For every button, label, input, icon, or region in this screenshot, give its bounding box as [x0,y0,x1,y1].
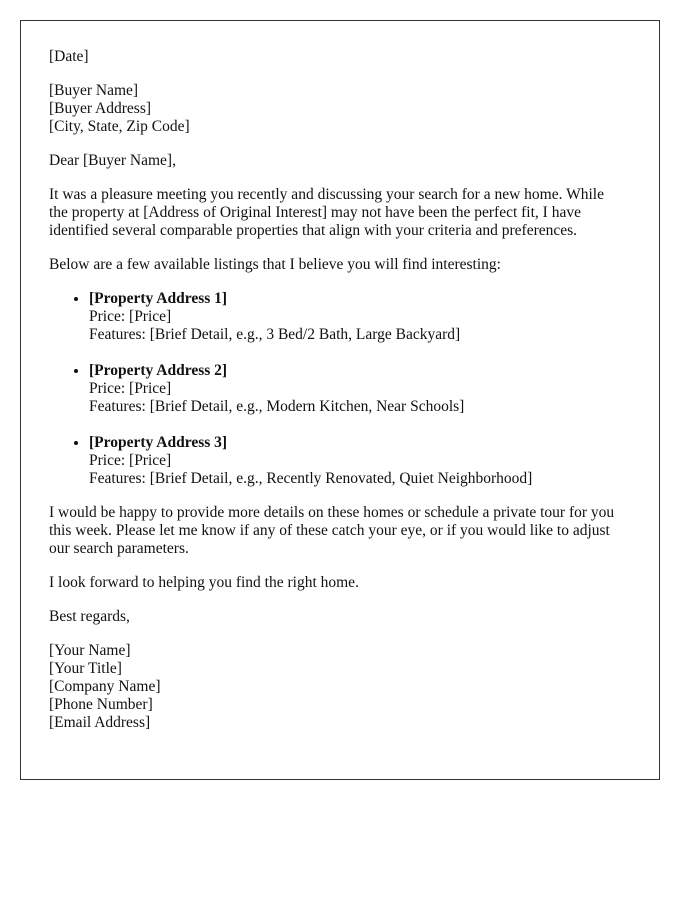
recipient-city-state-zip: [City, State, Zip Code] [49,118,190,135]
property-price: Price: [Price] [89,452,172,469]
intro-line-1: It was a pleasure meeting you recently and discussing your search for a new home. While [49,186,604,203]
followup-line-3: our search parameters. [49,540,189,557]
letter-date [49,48,631,66]
signature-title: [Your Title] [49,660,122,677]
property-address: • [Property Address 1] [89,290,228,307]
property-features: Features: [Brief Detail, e.g., Recently Renovated, Quiet Neighborhood] [89,470,533,487]
listings-intro: Below are a few available listings that I believe you will find interesting: [49,256,501,273]
letter-page [20,20,660,780]
recipient-block [49,82,631,136]
signoff: Best regards, [49,608,130,625]
closing-line: I look forward to helping you find the right home. [49,574,359,591]
property-features: Features: [Brief Detail, e.g., 3 Bed/2 Bath, Large Backyard] [89,326,461,343]
followup-line-2: this week. Please let me know if any of these catch your eye, or if you would like to adjust [49,522,610,539]
list-item [89,434,631,488]
signature-email: [Email Address] [49,714,151,731]
property-price: Price: [Price] [89,380,172,397]
intro-paragraph [49,186,631,240]
intro-line-3: identified several comparable properties that align with your criteria and preferences. [49,222,578,239]
salutation: Dear [Buyer Name], [49,152,176,169]
signature-block [49,642,631,732]
signature-phone: [Phone Number] [49,696,153,713]
property-features: Features: [Brief Detail, e.g., Modern Kitchen, Near Schools] [89,398,465,415]
property-price: Price: [Price] [89,308,172,325]
followup-line-1: I would be happy to provide more details on these homes or schedule a private tour for you [49,504,615,521]
recipient-name: [Buyer Name] [49,82,139,99]
property-address: • [Property Address 3] [89,434,228,451]
date-text: [Date] [49,48,89,65]
property-address: • [Property Address 2] [89,362,228,379]
list-item [89,362,631,416]
signature-name: [Your Name] [49,642,131,659]
list-item [89,290,631,344]
followup-paragraph [49,504,631,558]
recipient-address: [Buyer Address] [49,100,152,117]
signature-company: [Company Name] [49,678,161,695]
intro-line-2: the property at [Address of Original Interest] may not have been the perfect fit, I have [49,204,581,221]
listings-list [49,290,631,488]
